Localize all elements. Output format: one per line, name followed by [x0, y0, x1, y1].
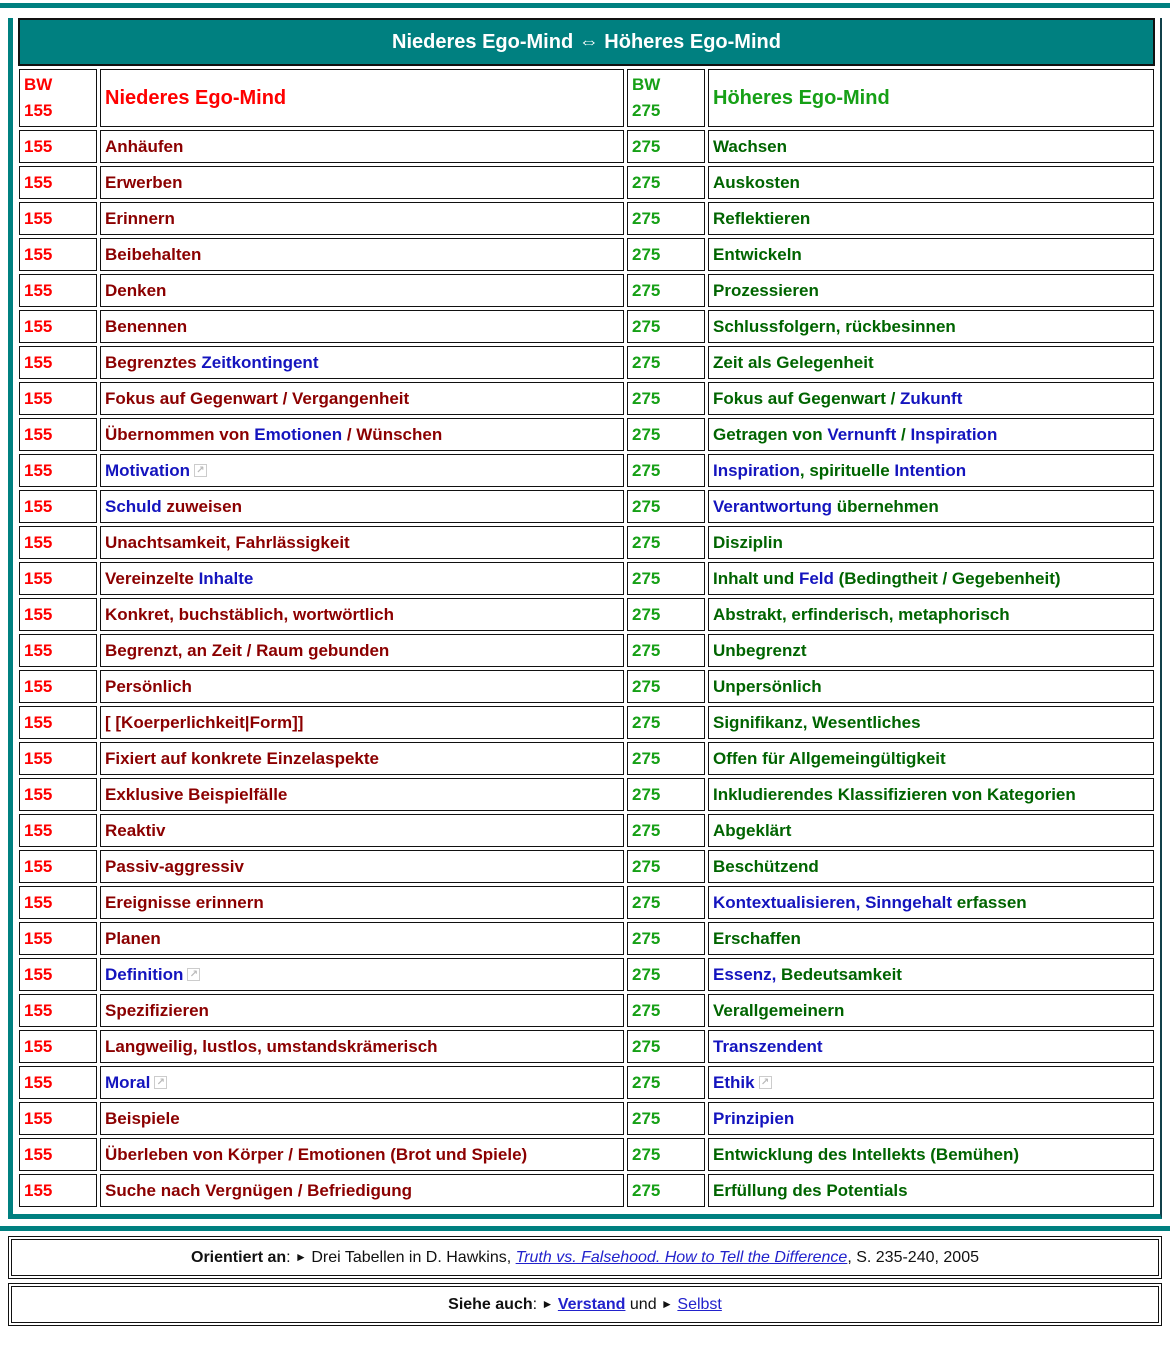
term-right-cell	[708, 202, 1154, 235]
term-right-cell	[708, 274, 1154, 307]
text-segment: Übernommen von	[105, 425, 255, 444]
bw-right-cell: 275	[627, 886, 705, 919]
table-row	[19, 670, 1154, 703]
table-row	[19, 850, 1154, 883]
term-right-cell	[708, 850, 1154, 883]
text-segment: Fokus auf Gegenwart /	[713, 389, 901, 408]
bw-right-cell: 275	[627, 634, 705, 667]
header-bw-left	[19, 69, 97, 127]
term-left-cell	[100, 814, 624, 847]
pointer-icon: ►	[541, 1297, 554, 1311]
bw-left-cell: 155	[19, 958, 97, 991]
text-segment: Inkludierendes Klassifizieren von Kategorien	[713, 785, 1076, 804]
term-right-cell	[708, 346, 1154, 379]
term-right-cell	[708, 526, 1154, 559]
term-left-cell	[100, 994, 624, 1027]
text-segment: / Wünschen	[342, 425, 443, 444]
bw-left-cell: 155	[19, 850, 97, 883]
table-row	[19, 778, 1154, 811]
text-segment: Prozessieren	[713, 281, 819, 300]
text-segment: Fixiert auf konkrete Einzelaspekte	[105, 749, 379, 768]
term-right-cell	[708, 1066, 1154, 1099]
text-segment: Suche nach Vergnügen / Befriedigung	[105, 1181, 412, 1200]
text-segment: Spezifizieren	[105, 1001, 209, 1020]
wiki-link[interactable]: Schuld	[105, 497, 162, 516]
text-segment: Vereinzelte	[105, 569, 199, 588]
bw-right-cell: 275	[627, 202, 705, 235]
wiki-link[interactable]: Zukunft	[900, 389, 963, 408]
term-right-cell	[708, 1102, 1154, 1135]
header-left-title: Niederes Ego-Mind	[100, 69, 624, 127]
bw-right-cell: 275	[627, 922, 705, 955]
text-segment: Benennen	[105, 317, 188, 336]
note-text: , S. 235-240, 2005	[847, 1249, 979, 1266]
text-segment: Überleben von Körper / Emotionen (Brot und Spiele)	[105, 1145, 528, 1164]
text-segment: Anhäufen	[105, 137, 184, 156]
top-divider	[0, 3, 1170, 8]
term-right-cell	[708, 1174, 1154, 1207]
text-segment: Bedeutsamkeit	[776, 965, 902, 984]
bw-right-cell: 275	[627, 526, 705, 559]
bw-right-cell: 275	[627, 1030, 705, 1063]
wiki-link[interactable]: Definition	[105, 965, 184, 984]
text-segment: Exklusive Beispielfälle	[105, 785, 288, 804]
text-segment: Abstrakt, erfinderisch, metaphorisch	[713, 605, 1010, 624]
bw-right-cell: 275	[627, 958, 705, 991]
bw-left-cell: 155	[19, 922, 97, 955]
term-right-cell	[708, 778, 1154, 811]
table-row	[19, 814, 1154, 847]
text-segment: Ereignisse erinnern	[105, 893, 264, 912]
bw-left-cell: 155	[19, 1066, 97, 1099]
external-link-icon[interactable]: ↗	[194, 464, 207, 477]
text-segment: Wachsen	[713, 137, 788, 156]
text-segment: Begrenztes	[105, 353, 202, 372]
term-right-cell	[708, 958, 1154, 991]
table-row	[19, 490, 1154, 523]
table-row	[19, 994, 1154, 1027]
bw-left-cell: 155	[19, 706, 97, 739]
term-left-cell	[100, 1138, 624, 1171]
term-left-cell	[100, 706, 624, 739]
header-bw-left-value: 155	[24, 101, 53, 120]
text-segment: Erinnern	[105, 209, 175, 228]
text-segment: Schlussfolgern, rückbesinnen	[713, 317, 956, 336]
bw-right-cell: 275	[627, 598, 705, 631]
bw-right-cell: 275	[627, 814, 705, 847]
bw-right-cell: 275	[627, 166, 705, 199]
bw-left-cell: 155	[19, 634, 97, 667]
term-right-cell	[708, 922, 1154, 955]
see-also-text	[11, 1286, 1159, 1323]
term-right-cell	[708, 886, 1154, 919]
bw-left-cell: 155	[19, 202, 97, 235]
bw-left-cell: 155	[19, 130, 97, 163]
term-left-cell	[100, 886, 624, 919]
term-left-cell	[100, 850, 624, 883]
bw-left-cell: 155	[19, 1174, 97, 1207]
bw-left-cell: 155	[19, 310, 97, 343]
term-left-cell	[100, 922, 624, 955]
bw-right-cell: 275	[627, 562, 705, 595]
bw-left-cell: 155	[19, 274, 97, 307]
text-segment: Konkret, buchstäblich, wortwörtlich	[105, 605, 395, 624]
bw-left-cell: 155	[19, 886, 97, 919]
term-right-cell	[708, 706, 1154, 739]
table-row	[19, 202, 1154, 235]
bw-left-cell: 155	[19, 1138, 97, 1171]
comparison-table-body	[19, 130, 1154, 1207]
header-bw-right-value: 275	[632, 101, 661, 120]
term-left-cell	[100, 778, 624, 811]
bw-right-cell: 275	[627, 130, 705, 163]
table-row	[19, 418, 1154, 451]
term-right-cell	[708, 634, 1154, 667]
table-row	[19, 742, 1154, 775]
table-row	[19, 1174, 1154, 1207]
bw-right-cell: 275	[627, 778, 705, 811]
table-row	[19, 634, 1154, 667]
text-segment: Inhalt und	[713, 569, 799, 588]
comparison-grid	[16, 66, 1157, 1210]
table-row	[19, 130, 1154, 163]
bw-left-cell: 155	[19, 238, 97, 271]
see-also-link[interactable]: Verstand	[557, 1296, 626, 1313]
header-bw-right-label: BW	[632, 75, 661, 94]
table-row	[19, 1138, 1154, 1171]
text-segment: übernehmen	[832, 497, 939, 516]
wiki-link[interactable]: Emotionen	[254, 425, 343, 444]
bw-left-cell: 155	[19, 670, 97, 703]
table-title: Niederes Ego-Mind ⇔ Höheres Ego-Mind	[392, 31, 781, 53]
table-row	[19, 166, 1154, 199]
bw-left-cell: 155	[19, 778, 97, 811]
bw-left-cell: 155	[19, 382, 97, 415]
term-left-cell	[100, 1066, 624, 1099]
source-note	[8, 1236, 1162, 1279]
see-also	[8, 1283, 1162, 1326]
note-text: Drei Tabellen in D. Hawkins,	[306, 1249, 516, 1266]
header-bw-left-label: BW	[24, 75, 53, 94]
term-right-cell	[708, 670, 1154, 703]
bw-left-cell: 155	[19, 346, 97, 379]
term-right-cell	[708, 814, 1154, 847]
term-left-cell	[100, 382, 624, 415]
term-left-cell	[100, 598, 624, 631]
bw-right-cell: 275	[627, 994, 705, 1027]
term-left-cell	[100, 346, 624, 379]
pointer-icon: ►	[295, 1250, 307, 1264]
term-left-cell	[100, 418, 624, 451]
wiki-link[interactable]: Verantwortung	[713, 497, 833, 516]
bw-left-cell: 155	[19, 490, 97, 523]
wiki-link[interactable]: Inspiration	[910, 425, 998, 444]
text-segment: Erwerben	[105, 173, 183, 192]
text-segment: Persönlich	[105, 677, 192, 696]
source-note-text	[11, 1239, 1159, 1276]
wiki-link[interactable]: Prinzipien	[713, 1109, 795, 1128]
bw-right-cell: 275	[627, 742, 705, 775]
wiki-link[interactable]: Feld	[798, 569, 834, 588]
term-left-cell	[100, 1030, 624, 1063]
table-title-bar	[18, 18, 1155, 66]
term-left-cell	[100, 1174, 624, 1207]
text-segment: Reflektieren	[713, 209, 811, 228]
bw-left-cell: 155	[19, 742, 97, 775]
term-right-cell	[708, 742, 1154, 775]
term-right-cell	[708, 1030, 1154, 1063]
table-row	[19, 1102, 1154, 1135]
text-segment: Beibehalten	[105, 245, 202, 264]
term-left-cell	[100, 1102, 624, 1135]
header-bw-right	[627, 69, 705, 127]
table-row	[19, 274, 1154, 307]
term-left-cell	[100, 202, 624, 235]
bw-left-cell: 155	[19, 814, 97, 847]
table-row	[19, 1066, 1154, 1099]
table-row	[19, 706, 1154, 739]
term-right-cell	[708, 994, 1154, 1027]
text-segment: Disziplin	[713, 533, 783, 552]
bw-right-cell: 275	[627, 1174, 705, 1207]
table-row	[19, 598, 1154, 631]
bw-right-cell: 275	[627, 850, 705, 883]
pointer-icon: ►	[661, 1297, 673, 1311]
text-segment: Entwickeln	[713, 245, 802, 264]
text-segment: Reaktiv	[105, 821, 166, 840]
term-left-cell	[100, 526, 624, 559]
bw-right-cell: 275	[627, 490, 705, 523]
bw-right-cell: 275	[627, 706, 705, 739]
bw-left-cell: 155	[19, 598, 97, 631]
text-segment: Erschaffen	[713, 929, 801, 948]
bw-right-cell: 275	[627, 454, 705, 487]
text-segment: Signifikanz, Wesentliches	[713, 713, 921, 732]
see-also-link[interactable]: Selbst	[677, 1296, 722, 1313]
bw-right-cell: 275	[627, 310, 705, 343]
bw-right-cell: 275	[627, 1066, 705, 1099]
text-segment: Unbegrenzt	[713, 641, 807, 660]
table-row	[19, 922, 1154, 955]
text-segment: Zeit als Gelegenheit	[713, 353, 874, 372]
wiki-link[interactable]: Zeitkontingent	[201, 353, 319, 372]
text-segment: Erfüllung des Potentials	[713, 1181, 908, 1200]
text-segment: Auskosten	[713, 173, 800, 192]
term-right-cell	[708, 454, 1154, 487]
header-row	[19, 69, 1154, 127]
text-segment: Entwicklung des Intellekts (Bemühen)	[713, 1145, 1020, 1164]
term-right-cell	[708, 238, 1154, 271]
text-segment: Planen	[105, 929, 161, 948]
wiki-link[interactable]: Inspiration	[713, 461, 800, 480]
text-segment: (Bedingtheit / Gegebenheit)	[833, 569, 1061, 588]
bw-right-cell: 275	[627, 346, 705, 379]
term-left-cell	[100, 634, 624, 667]
table-row	[19, 454, 1154, 487]
text-segment: [ [Koerperlichkeit|Form]]	[105, 713, 304, 732]
bw-left-cell: 155	[19, 526, 97, 559]
table-row	[19, 382, 1154, 415]
table-row	[19, 346, 1154, 379]
term-left-cell	[100, 166, 624, 199]
text-segment: /	[896, 425, 911, 444]
text-segment: Beschützend	[713, 857, 819, 876]
term-left-cell	[100, 238, 624, 271]
note-text: :	[532, 1296, 542, 1313]
text-segment: Getragen von	[713, 425, 828, 444]
term-left-cell	[100, 562, 624, 595]
term-left-cell	[100, 958, 624, 991]
term-right-cell	[708, 382, 1154, 415]
bw-left-cell: 155	[19, 994, 97, 1027]
bw-left-cell: 155	[19, 166, 97, 199]
text-segment: erfassen	[952, 893, 1027, 912]
bw-right-cell: 275	[627, 238, 705, 271]
text-segment: Fokus auf Gegenwart / Vergangenheit	[105, 389, 410, 408]
text-segment: Abgeklärt	[713, 821, 792, 840]
note-label: Orientiert an	[191, 1249, 287, 1266]
bw-left-cell: 155	[19, 562, 97, 595]
term-left-cell	[100, 490, 624, 523]
text-segment: Langweilig, lustlos, umstandskrämerisch	[105, 1037, 438, 1056]
text-segment: , spirituelle	[799, 461, 895, 480]
bw-right-cell: 275	[627, 1138, 705, 1171]
table-row	[19, 1030, 1154, 1063]
external-link-icon[interactable]: ↗	[187, 968, 200, 981]
bw-right-cell: 275	[627, 1102, 705, 1135]
text-segment: Passiv-aggressiv	[105, 857, 244, 876]
term-left-cell	[100, 130, 624, 163]
term-left-cell	[100, 454, 624, 487]
text-segment: Verallgemeinern	[713, 1001, 845, 1020]
bottom-divider	[0, 1226, 1170, 1231]
text-segment: Unpersönlich	[713, 677, 822, 696]
text-segment: Denken	[105, 281, 167, 300]
term-right-cell	[708, 310, 1154, 343]
term-right-cell	[708, 130, 1154, 163]
wiki-link[interactable]: Essenz,	[713, 965, 777, 984]
wiki-link[interactable]: Kontextualisieren, Sinngehalt	[713, 893, 952, 912]
bw-right-cell: 275	[627, 382, 705, 415]
external-link-icon[interactable]: ↗	[759, 1076, 772, 1089]
text-segment: Beispiele	[105, 1109, 180, 1128]
table-row	[19, 238, 1154, 271]
bw-left-cell: 155	[19, 1030, 97, 1063]
comparison-table-block	[8, 18, 1162, 1219]
table-row	[19, 310, 1154, 343]
term-left-cell	[100, 274, 624, 307]
bw-left-cell: 155	[19, 1102, 97, 1135]
wiki-link[interactable]: Intention	[894, 461, 967, 480]
wiki-link[interactable]: Inhalte	[198, 569, 254, 588]
term-right-cell	[708, 1138, 1154, 1171]
bw-right-cell: 275	[627, 670, 705, 703]
header-right-title: Höheres Ego-Mind	[708, 69, 1154, 127]
term-left-cell	[100, 670, 624, 703]
note-text: :	[286, 1249, 296, 1266]
wiki-link[interactable]: Moral	[105, 1073, 151, 1092]
term-left-cell	[100, 310, 624, 343]
bw-left-cell: 155	[19, 454, 97, 487]
wiki-link[interactable]: Transzendent	[713, 1037, 823, 1056]
source-link[interactable]: Truth vs. Falsehood. How to Tell the Difference	[515, 1249, 848, 1266]
table-row	[19, 958, 1154, 991]
term-right-cell	[708, 418, 1154, 451]
term-right-cell	[708, 490, 1154, 523]
text-segment: zuweisen	[161, 497, 242, 516]
text-segment: Unachtsamkeit, Fahrlässigkeit	[105, 533, 350, 552]
table-row	[19, 526, 1154, 559]
wiki-link[interactable]: Vernunft	[827, 425, 897, 444]
term-right-cell	[708, 598, 1154, 631]
table-row	[19, 886, 1154, 919]
note-text: und	[625, 1296, 662, 1313]
table-row	[19, 562, 1154, 595]
text-segment: Offen für Allgemeingültigkeit	[713, 749, 946, 768]
text-segment: Begrenzt, an Zeit / Raum gebunden	[105, 641, 390, 660]
term-right-cell	[708, 562, 1154, 595]
term-left-cell	[100, 742, 624, 775]
bw-right-cell: 275	[627, 274, 705, 307]
wiki-link[interactable]: Motivation	[105, 461, 190, 480]
bw-right-cell: 275	[627, 418, 705, 451]
wiki-link[interactable]: Ethik	[713, 1073, 755, 1092]
external-link-icon[interactable]: ↗	[154, 1076, 167, 1089]
bw-left-cell: 155	[19, 418, 97, 451]
note-label: Siehe auch	[448, 1296, 533, 1313]
term-right-cell	[708, 166, 1154, 199]
